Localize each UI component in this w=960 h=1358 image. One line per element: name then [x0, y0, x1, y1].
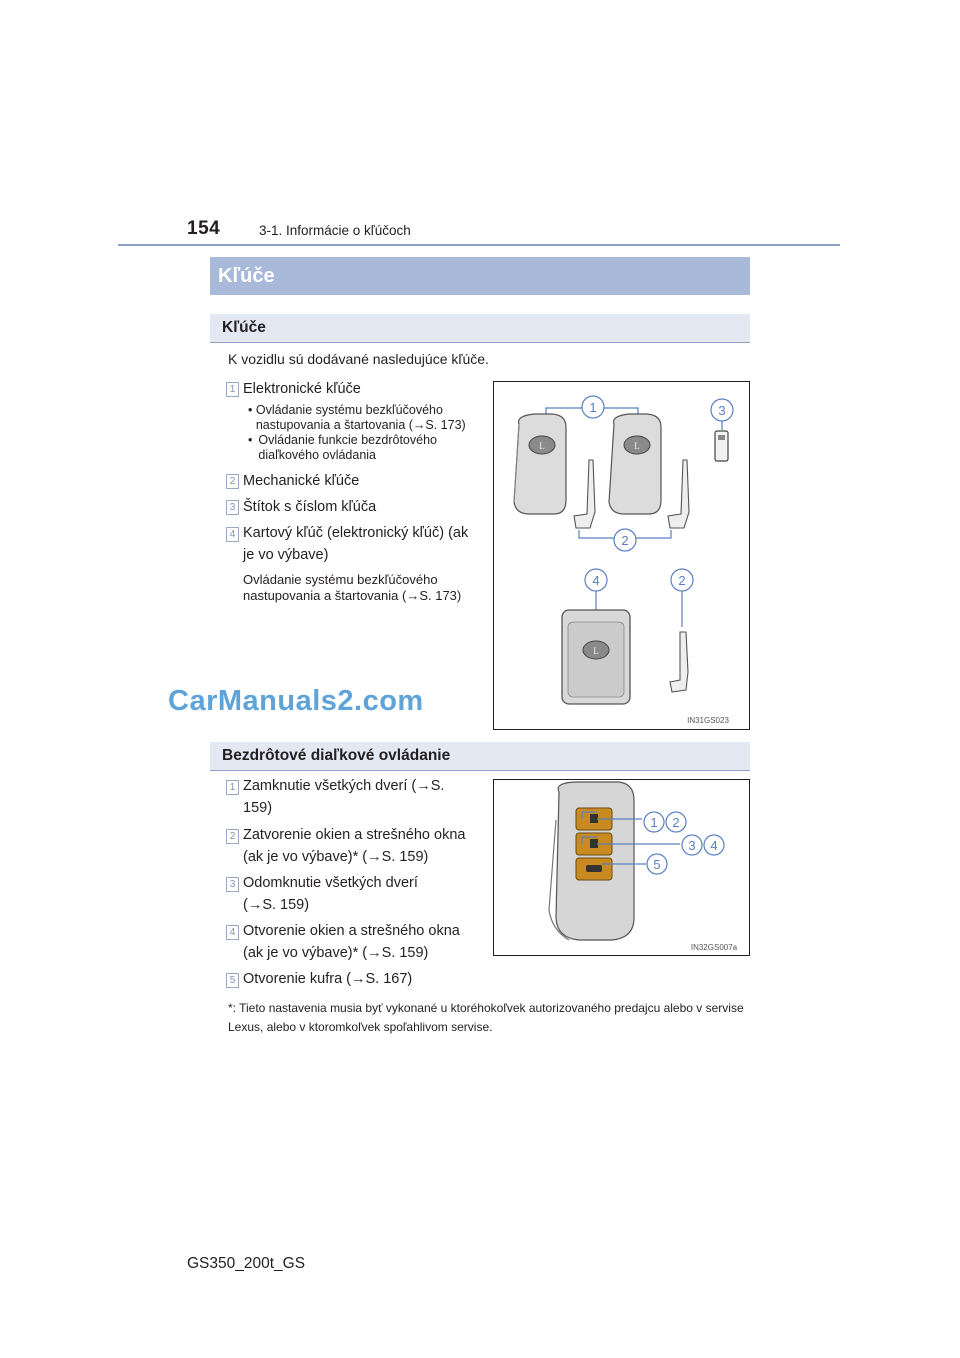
key-item-card: Kartový kľúč (elektronický kľúč) (ak je vo výbave) [243, 525, 469, 563]
item-number: 1 [226, 382, 239, 397]
figure-id: IN31GS023 [687, 716, 729, 725]
svg-text:L: L [634, 441, 640, 451]
remote-callout-4: 4 [710, 838, 718, 853]
page-number: 154 [187, 218, 221, 239]
bullet-item: • Ovládanie systému bezkľúčového nastupovania a štartovania (→S. 173) • Ovládanie funkcie bezdrôtového diaľkového ovládania [248, 403, 498, 463]
keys-illustration [494, 382, 749, 729]
remote-item-lock: Zamknutie všetkých dverí (→S. 159) [243, 778, 445, 816]
keys-heading-bar [210, 314, 750, 343]
callout-1: 1 [589, 400, 597, 415]
remote-illustration [494, 780, 749, 955]
remote-item-open-windows: Otvorenie okien a strešného okna (ak je vo výbave)* (→S. 159) [243, 923, 460, 961]
remote-callout-2: 2 [672, 815, 680, 830]
title-bar [210, 257, 750, 295]
callout-4: 4 [592, 573, 600, 588]
keys-heading: Kľúče [222, 319, 266, 336]
bullet-text: Ovládanie funkcie bezdrôtového diaľkového ovládania [258, 433, 437, 462]
key-item-number-plate: Štítok s číslom kľúča [243, 499, 377, 515]
watermark: CarManuals2.com [168, 685, 424, 717]
item-number: 2 [226, 829, 239, 844]
remote-callout-3: 3 [688, 838, 696, 853]
bullet-text: Ovládanie systému bezkľúčového nastupovania a štartovania (→S. 173) [255, 403, 466, 432]
footnote: *: Tieto nastavenia musia byť vykonané u ktoréhokoľvek autorizovaného predajcu alebo v servise Lexus, alebo v ktoromkoľvek spoľahlivom servise. [228, 1001, 744, 1034]
remote-item-unlock: Odomknutie všetkých dverí (→S. 159) [243, 875, 418, 913]
card-key-note: Ovládanie systému bezkľúčového nastupovania a štartovania (→S. 173) [243, 572, 462, 603]
item-number: 3 [226, 877, 239, 892]
svg-text:L: L [593, 646, 599, 656]
key-item-mechanical: Mechanické kľúče [243, 473, 360, 489]
callout-3: 3 [718, 403, 726, 418]
remote-figure [493, 779, 750, 956]
item-number: 5 [226, 973, 239, 988]
item-number: 1 [226, 780, 239, 795]
callout-2b: 2 [678, 573, 686, 588]
key-item-electronic: Elektronické kľúče [243, 381, 361, 397]
svg-text:L: L [539, 441, 545, 451]
item-number: 4 [226, 925, 239, 940]
keys-figure [493, 381, 750, 730]
section-title: 3-1. Informácie o kľúčoch [259, 223, 411, 238]
item-number: 4 [226, 527, 239, 542]
remote-callout-1: 1 [650, 815, 658, 830]
remote-figure-id: IN32GS007a [690, 943, 738, 952]
remote-callout-5: 5 [653, 857, 661, 872]
remote-heading: Bezdrôtové diaľkové ovládanie [222, 747, 451, 764]
item-number: 3 [226, 500, 239, 515]
keys-intro: K vozidlu sú dodávané nasledujúce kľúče. [228, 351, 489, 367]
header-rule [118, 244, 840, 246]
remote-item-trunk: Otvorenie kufra (→S. 167) [243, 971, 413, 987]
page-title: Kľúče [218, 265, 275, 287]
remote-item-close-windows: Zatvorenie okien a strešného okna (ak je vo výbave)* (→S. 159) [243, 827, 466, 865]
item-number: 2 [226, 474, 239, 489]
footer-model: GS350_200t_GS [187, 1255, 306, 1272]
callout-2: 2 [621, 533, 629, 548]
